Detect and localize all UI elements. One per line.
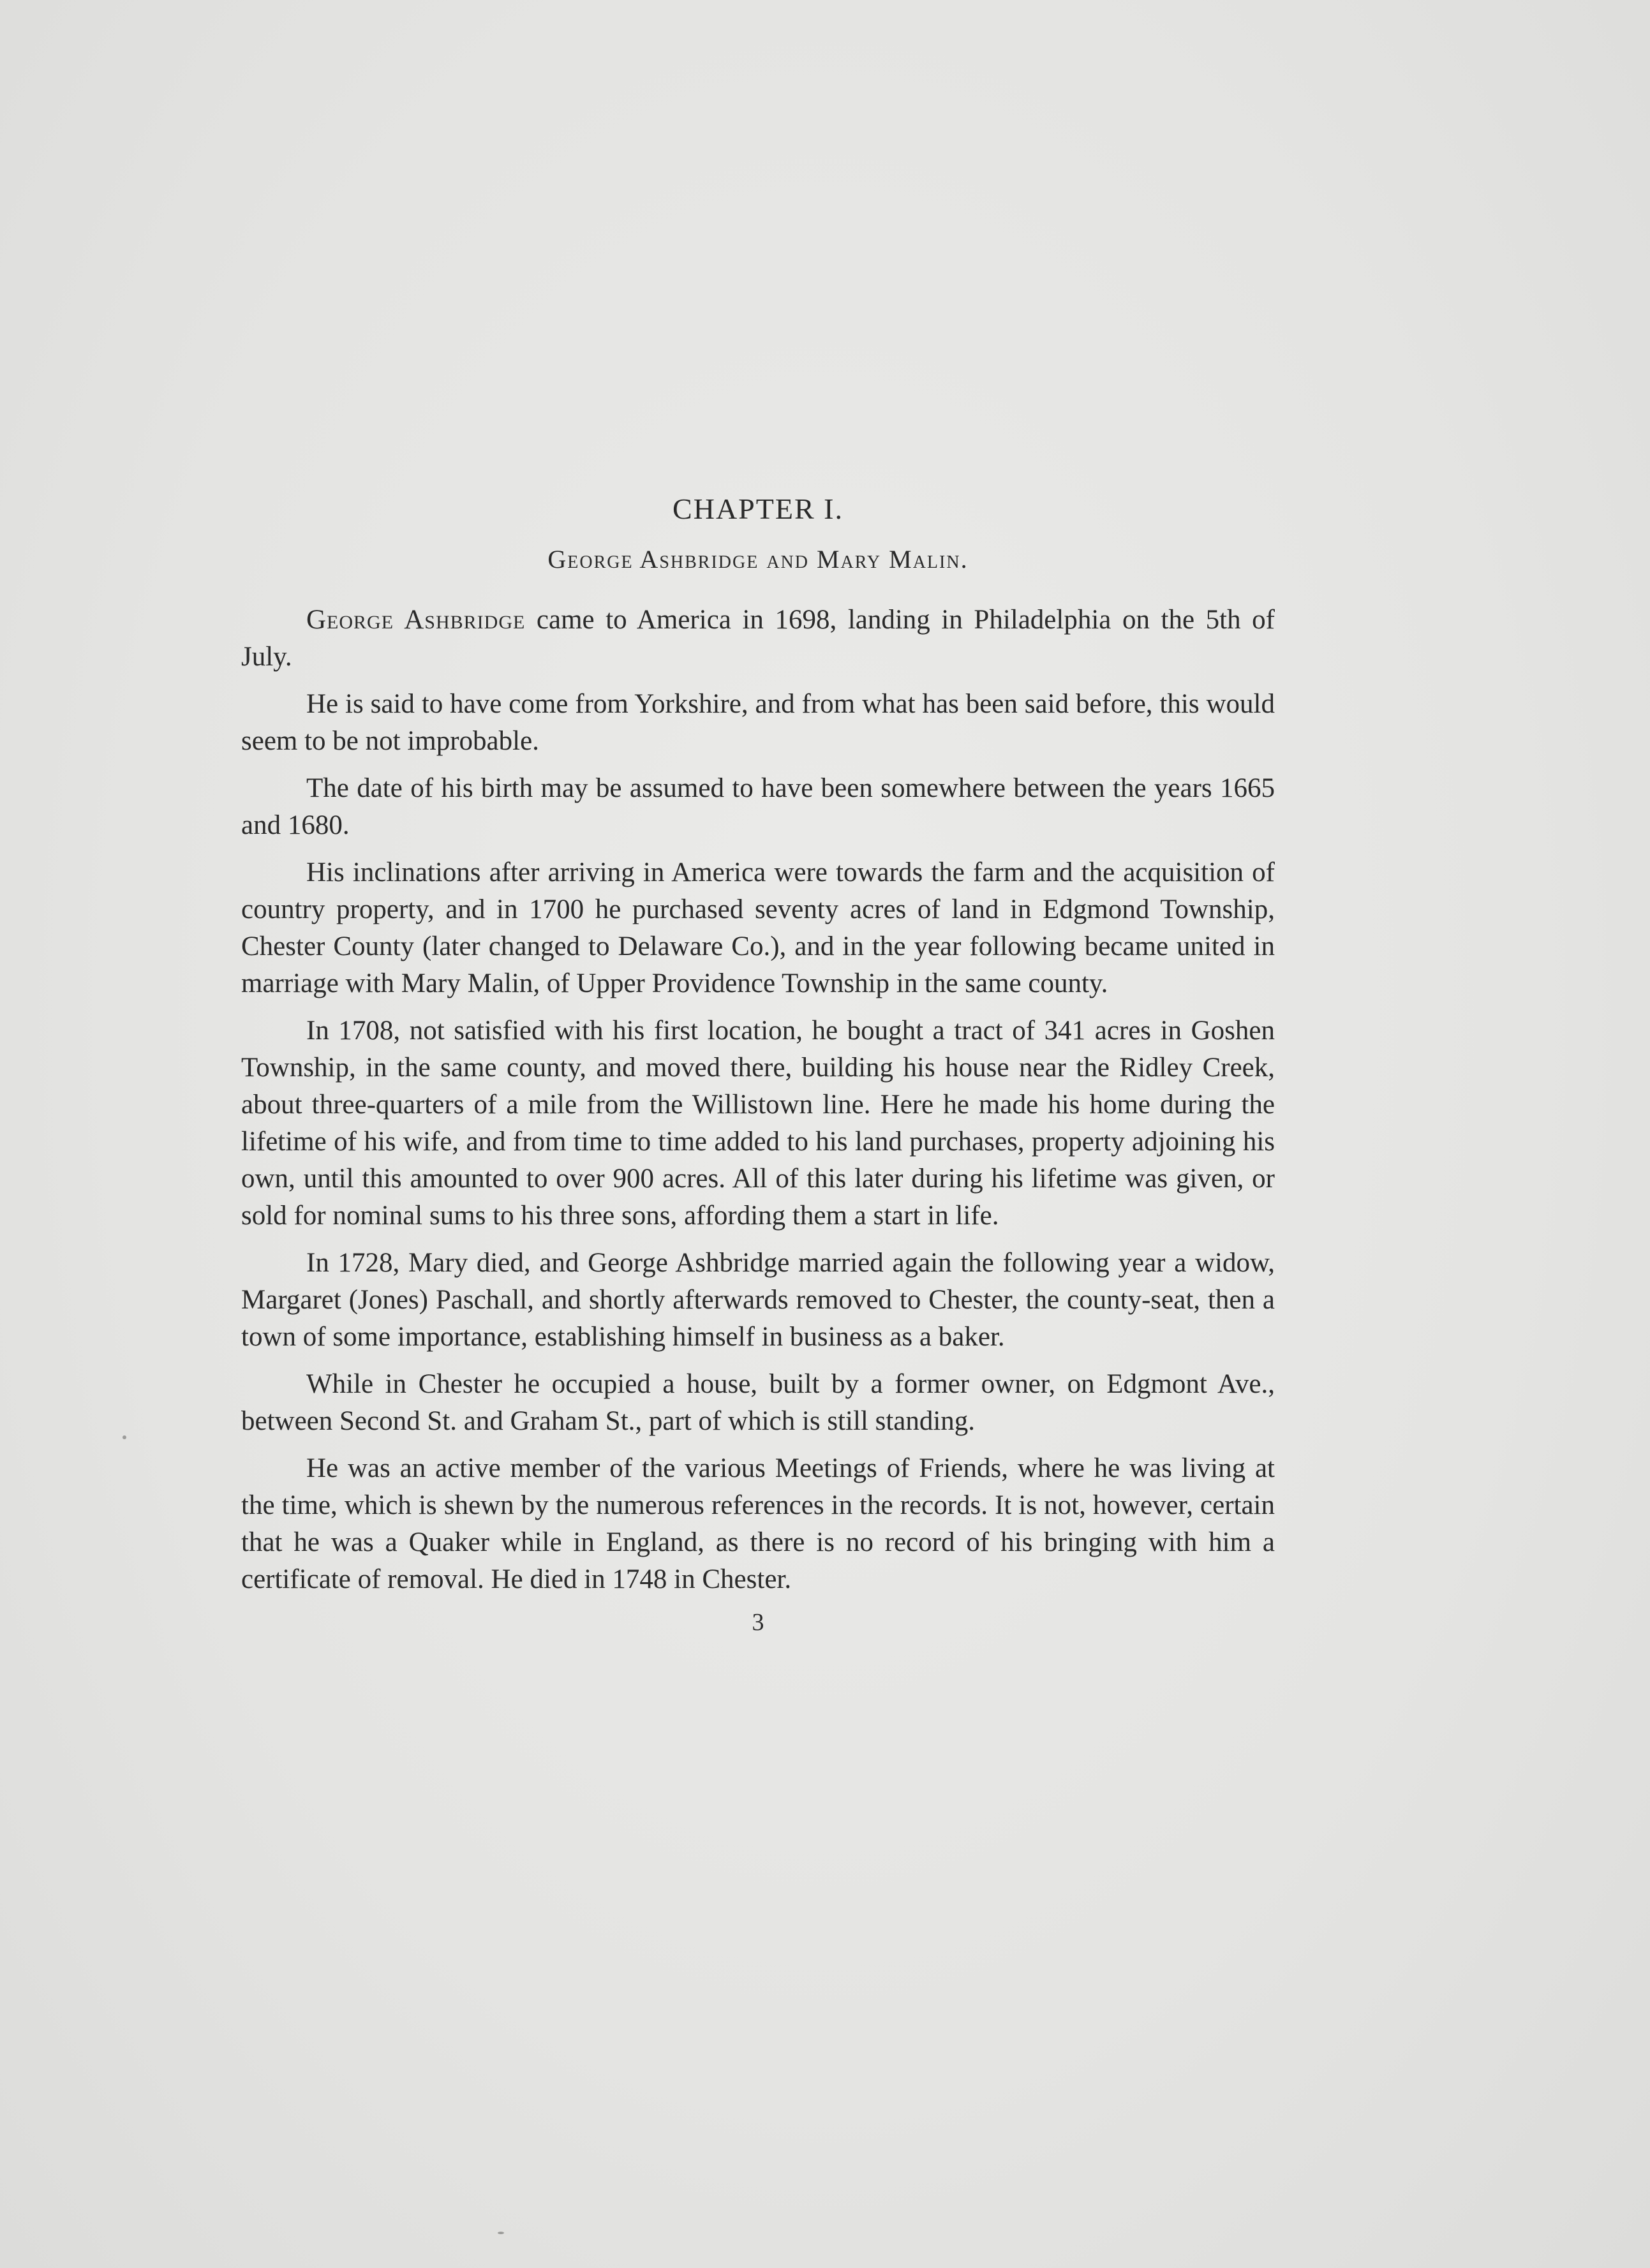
paragraph: [241, 1366, 1275, 1440]
paragraph: [241, 854, 1275, 1002]
paragraph-text: The date of his birth may be assumed to have been somewhere between the years 1665 and 1680.: [241, 773, 1275, 841]
lead-name: George Ashbridge: [306, 605, 526, 635]
ink-speck: [498, 2232, 504, 2234]
paragraph: [241, 1012, 1275, 1234]
chapter-text-block: [241, 491, 1275, 1636]
paragraph-text: came to America in 1698, landing in Philadelphia on the 5th of July.: [241, 605, 1275, 672]
page-number: 3: [752, 1609, 764, 1636]
chapter-subtitle: George Ashbridge and Mary Malin.: [547, 545, 969, 574]
paragraph-text: He is said to have come from Yorkshire, and from what has been said before, this would seem to be not improbable.: [241, 689, 1275, 757]
paragraph: [241, 686, 1275, 760]
paragraph-text: In 1728, Mary died, and George Ashbridge married again the following year a widow, Margaret (Jones) Paschall, and shortly afterwards removed to Chester, the county-seat, then a town of some importance, establishing himself in business as a baker.: [241, 1248, 1275, 1353]
paragraph: [241, 602, 1275, 676]
paragraph: [241, 1450, 1275, 1598]
paragraph: [241, 1245, 1275, 1356]
chapter-heading: CHAPTER I.: [673, 493, 844, 525]
ink-speck: [123, 1435, 126, 1439]
paragraph-text: While in Chester he occupied a house, built by a former owner, on Edgmont Ave., between Second St. and Graham St., part of which is still standing.: [241, 1369, 1275, 1437]
paragraph: [241, 770, 1275, 844]
paragraph-text: He was an active member of the various Meetings of Friends, where he was living at the time, which is shewn by the numerous references in the records. It is not, however, certain that he was a Quaker while in England, as there is no record of his bringing with him a certificate of removal. He died in 1748 in Chester.: [241, 1453, 1275, 1595]
paragraph-text: In 1708, not satisfied with his first location, he bought a tract of 341 acres in Goshen Township, in the same county, and moved there, building his house near the Ridley Creek, about three-quarters of a mile from the Willistown line. Here he made his home during the lifetime of his wife, and from time to time added to his land purchases, property adjoining his own, until this amounted to over 900 acres. All of this later during his lifetime was given, or sold for nominal sums to his three sons, affording them a start in life.: [241, 1016, 1275, 1231]
paragraph-text: His inclinations after arriving in America were towards the farm and the acquisition of country property, and in 1700 he purchased seventy acres of land in Edgmond Township, Chester County (later changed to Delaware Co.), and in the year following became united in marriage with Mary Malin, of Upper Providence Township in the same county.: [241, 857, 1275, 999]
